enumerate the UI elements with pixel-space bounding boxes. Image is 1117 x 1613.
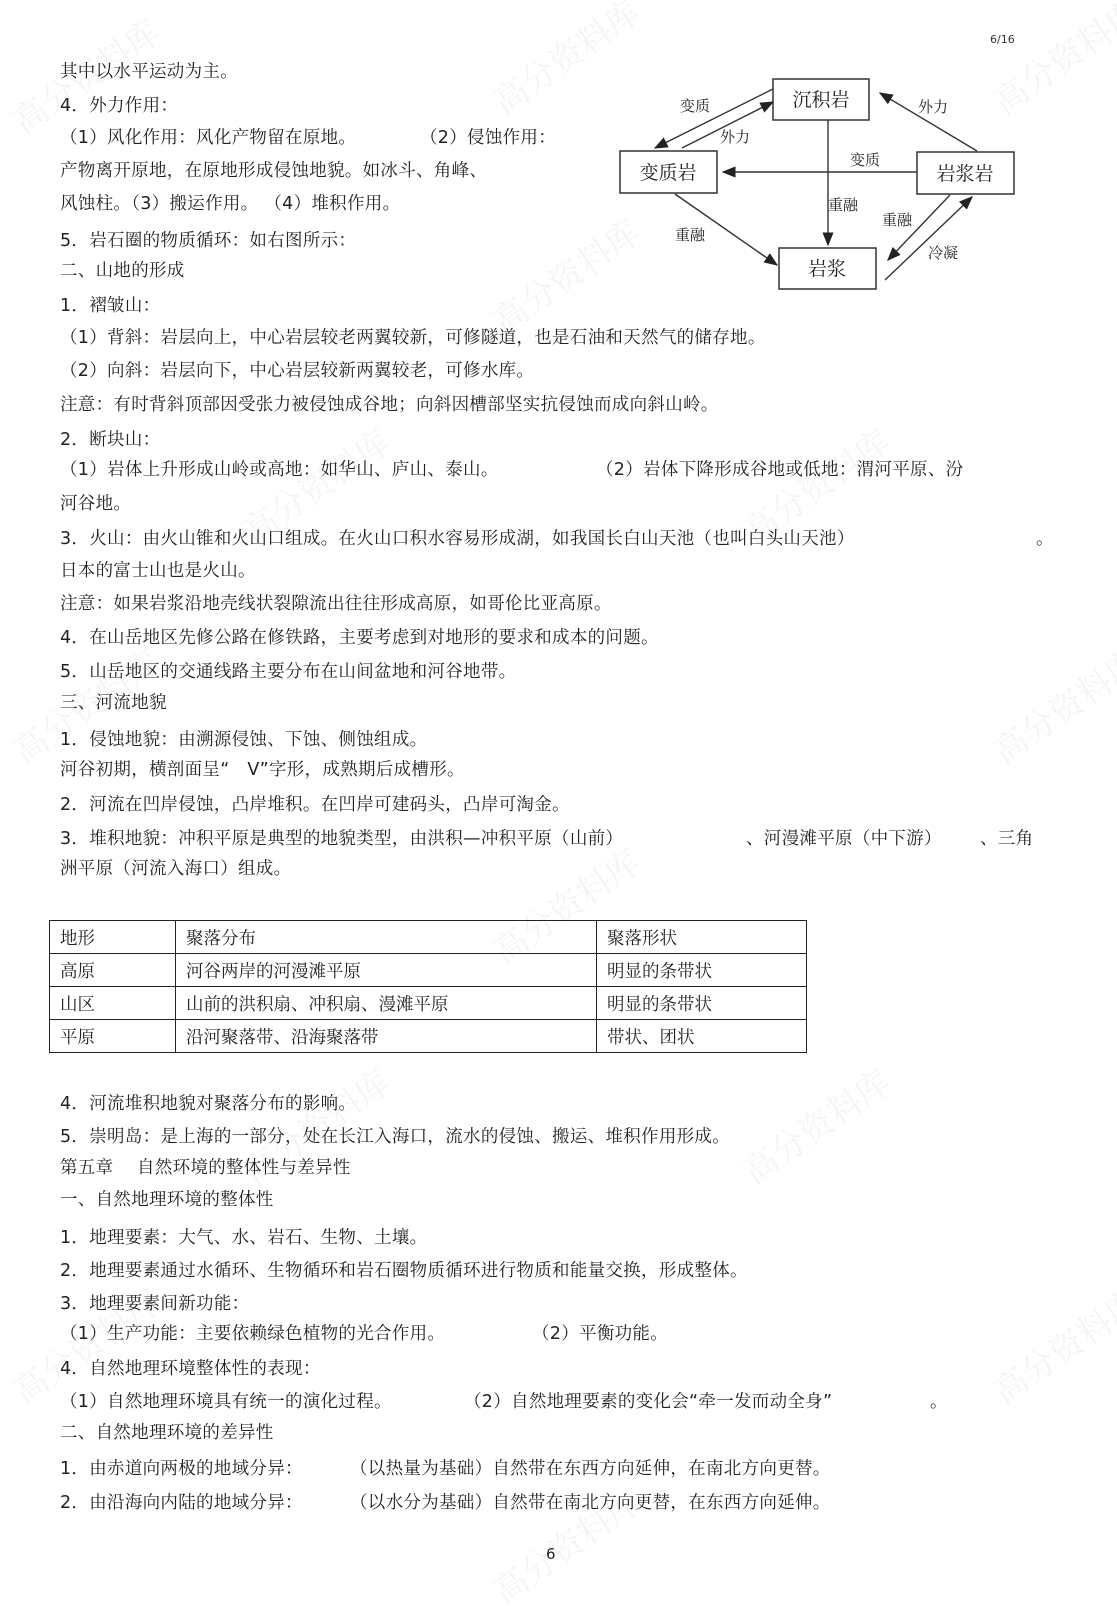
- page-number: 6: [546, 1545, 556, 1563]
- text-line: （以水分为基础）自然带在南北方向更替，在东西方向延伸。: [350, 1493, 831, 1513]
- watermark: [981, 636, 1117, 774]
- section-heading: 二、山地的形成: [60, 261, 185, 281]
- text-line: 河谷地。: [60, 494, 132, 514]
- text-line: 5．崇明岛：是上海的一部分，处在长江入海口，流水的侵蚀、搬运、堆积作用形成。: [60, 1127, 731, 1147]
- text-line: （2）平衡功能。: [532, 1324, 669, 1344]
- rock-cycle-diagram: [600, 60, 1050, 300]
- section-heading: 一、自然地理环境的整体性: [60, 1190, 274, 1210]
- text-line: 3．地理要素间新功能：: [60, 1294, 250, 1314]
- text-line: 日本的富士山也是火山。: [60, 561, 256, 581]
- text-line: 其中以水平运动为主。: [60, 62, 238, 82]
- text-line: 。: [930, 1392, 948, 1412]
- text-line: 风蚀柱。（3）搬运作用。 （4）堆积作用。: [60, 194, 401, 214]
- text-line: 3．火山：由火山锥和火山口组成。在火山口积水容易形成湖，如我国长白山天池（也叫白头山天池）: [60, 529, 855, 549]
- text-line: （2）侵蚀作用：: [420, 128, 557, 148]
- arrow: [655, 89, 773, 148]
- text-line: 4．自然地理环境整体性的表现：: [60, 1359, 321, 1379]
- table-cell: 山区: [50, 987, 176, 1020]
- section-heading: 三、河流地貌: [60, 693, 167, 713]
- text-line: 2．地理要素通过水循环、生物循环和岩石圈物质循环进行物质和能量交换，形成整体。: [60, 1261, 748, 1281]
- text-line: 4．外力作用：: [60, 96, 179, 116]
- table-cell: 山前的洪积扇、冲积扇、漫滩平原: [176, 987, 597, 1020]
- text-line: 产物离开原地，在原地形成侵蚀地貌。如冰斗、角峰、: [60, 161, 488, 181]
- edge-label: 变质: [850, 151, 881, 169]
- node-metamorphic: 变质岩: [639, 162, 697, 184]
- text-line: 河谷初期，横剖面呈“ V”字形，成熟期后成槽形。: [60, 760, 465, 780]
- text-line: 、三角: [980, 829, 1034, 849]
- text-line: 5．岩石圈的物质循环：如右图所示：: [60, 231, 357, 251]
- text-line: （2）自然地理要素的变化会“牵一发而动全身”: [464, 1392, 833, 1412]
- edge-label: 外力: [918, 98, 949, 116]
- table-row: [50, 1020, 807, 1053]
- text-line: 2．由沿海向内陆的地域分异：: [60, 1493, 303, 1513]
- table-cell: 沿河聚落带、沿海聚落带: [176, 1020, 597, 1053]
- table-cell: 明显的条带状: [597, 954, 807, 987]
- node-sedimentary: 沉积岩: [792, 89, 850, 111]
- text-line: （1）风化作用：风化产物留在原地。: [60, 128, 357, 148]
- chapter-heading: 第五章 自然环境的整体性与差异性: [60, 1158, 351, 1178]
- text-line: 。: [1036, 529, 1054, 549]
- watermark: [981, 1276, 1117, 1414]
- text-line: 3．堆积地貌：冲积平原是典型的地貌类型，由洪积—冲积平原（山前）: [60, 829, 624, 849]
- node-igneous: 岩浆岩: [936, 163, 994, 185]
- table-cell: 高原: [50, 954, 176, 987]
- table-cell: 河谷两岸的河漫滩平原: [176, 954, 597, 987]
- text-line: 1．侵蚀地貌：由溯源侵蚀、下蚀、侧蚀组成。: [60, 730, 428, 750]
- text-line: （1）岩体上升形成山岭或高地：如华山、庐山、泰山。: [60, 460, 499, 480]
- text-line: 注意：如果岩浆沿地壳线状裂隙流出往往形成高原，如哥伦比亚高原。: [60, 594, 612, 614]
- watermark: [731, 1056, 898, 1194]
- text-line: 5．山岳地区的交通线路主要分布在山间盆地和河谷地带。: [60, 662, 517, 682]
- table-cell: 带状、团状: [597, 1020, 807, 1053]
- edge-label: 重融: [882, 211, 913, 229]
- text-line: （2）向斜：岩层向下，中心岩层较新两翼较老，可修水库。: [60, 361, 535, 381]
- table-header: 地形: [50, 921, 176, 954]
- text-line: 4．河流堆积地貌对聚落分布的影响。: [60, 1094, 357, 1114]
- text-line: （1）背斜：岩层向上，中心岩层较老两翼较新，可修隧道，也是石油和天然气的储存地。: [60, 328, 766, 348]
- text-line: 2．断块山：: [60, 430, 161, 450]
- edge-label: 重融: [828, 196, 859, 214]
- node-magma: 岩浆: [807, 258, 847, 280]
- text-line: （2）岩体下降形成谷地或低地：渭河平原、汾: [596, 460, 964, 480]
- text-line: （1）自然地理环境具有统一的演化过程。: [60, 1392, 392, 1412]
- edge-label: 冷凝: [928, 244, 959, 262]
- text-line: 1．褶皱山：: [60, 296, 161, 316]
- text-line: （以热量为基础）自然带在东西方向延伸，在南北方向更替。: [350, 1459, 831, 1479]
- edge-label: 重融: [675, 226, 706, 244]
- table-cell: 平原: [50, 1020, 176, 1053]
- text-line: 洲平原（河流入海口）组成。: [60, 859, 292, 879]
- table-header: 聚落分布: [176, 921, 597, 954]
- text-line: （1）生产功能：主要依赖绿色植物的光合作用。: [60, 1324, 446, 1344]
- table-cell: 明显的条带状: [597, 987, 807, 1020]
- section-heading: 二、自然地理环境的差异性: [60, 1423, 274, 1443]
- text-line: 1．由赤道向两极的地域分异：: [60, 1459, 303, 1479]
- page-counter: 6/16: [990, 33, 1015, 46]
- table-header: 聚落形状: [597, 921, 807, 954]
- text-line: 4．在山岳地区先修公路在修铁路，主要考虑到对地形的要求和成本的问题。: [60, 628, 659, 648]
- text-line: 2．河流在凹岸侵蚀，凸岸堆积。在凹岸可建码头，凸岸可淘金。: [60, 795, 570, 815]
- text-line: 、河漫滩平原（中下游）: [746, 829, 942, 849]
- edge-label: 外力: [720, 128, 751, 146]
- text-line: 注意：有时背斜顶部因受张力被侵蚀成谷地；向斜因槽部坚实抗侵蚀而成向斜山岭。: [60, 395, 719, 415]
- arrow: [885, 197, 972, 280]
- table-header-row: [50, 921, 807, 954]
- table-row: [50, 987, 807, 1020]
- edge-label: 变质: [680, 97, 711, 115]
- table-row: [50, 954, 807, 987]
- text-line: 1．地理要素：大气、水、岩石、生物、土壤。: [60, 1228, 428, 1248]
- settlement-table: [49, 920, 807, 1053]
